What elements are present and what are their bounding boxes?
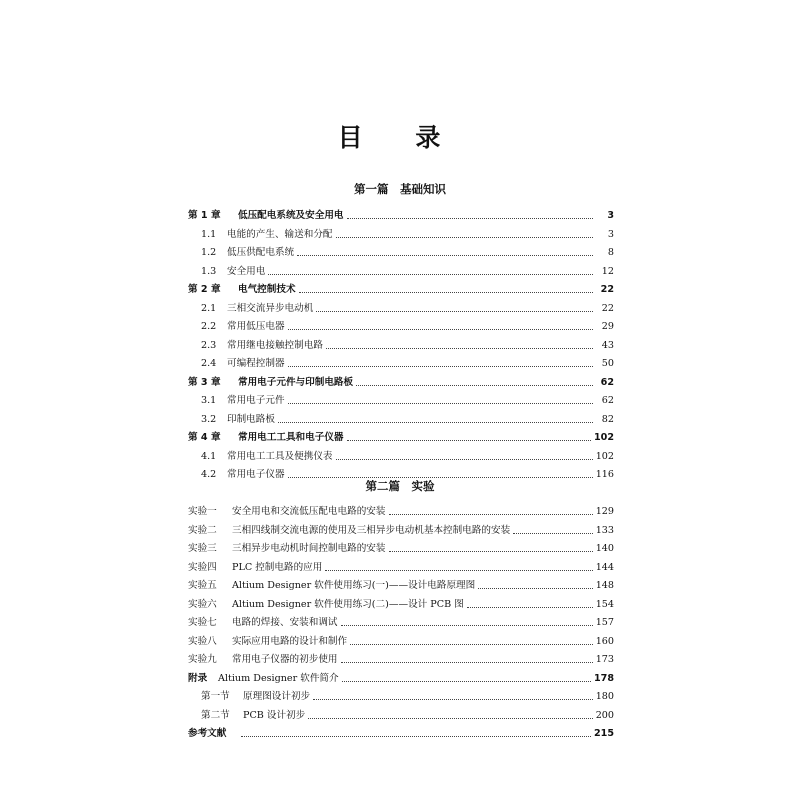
toc-entry-number: 实验八	[188, 635, 217, 647]
toc-entry-title: 常用电子元件	[227, 395, 285, 406]
toc-entry-title: 三相异步电动机时间控制电路的安装	[232, 543, 386, 554]
toc-entry-title: 常用电子仪器	[227, 469, 285, 480]
toc-entry	[188, 670, 614, 689]
toc-entry	[188, 429, 614, 448]
dot-leader	[341, 624, 593, 626]
toc-entry	[188, 244, 614, 263]
toc-entry-page: 133	[595, 524, 614, 536]
toc-entry	[188, 355, 614, 374]
toc-entry-title: Altium Designer 软件使用练习(一)——设计电路原理图	[232, 580, 476, 591]
toc-entry-page: 144	[595, 561, 614, 573]
page-title: 目 录	[337, 123, 463, 152]
toc-entry-number: 参考文献	[188, 728, 227, 739]
toc-entry-number: 实验三	[188, 543, 217, 554]
toc-entry-page: 82	[601, 413, 614, 425]
toc-entry-title: 常用电工工具及便携仪表	[227, 450, 333, 462]
dot-leader	[316, 310, 593, 312]
toc-entry	[188, 651, 614, 670]
toc-entry-page: 3	[607, 210, 614, 221]
toc-entry-title: 安全用电和交流低压配电电路的安装	[232, 506, 386, 517]
dot-leader	[326, 347, 593, 349]
toc-entry-page: 102	[593, 432, 614, 443]
toc-entry	[188, 374, 614, 393]
toc-entry-title: 电路的焊接、安装和调试	[232, 617, 338, 628]
part1-heading: 第一篇 基础知识	[354, 182, 446, 196]
toc-entry	[188, 540, 614, 559]
toc-entry	[188, 707, 614, 726]
dot-leader	[241, 735, 591, 737]
dot-leader	[297, 254, 593, 256]
toc-entry-number: 2.4	[201, 358, 217, 369]
dot-leader	[288, 365, 593, 367]
toc-entry-number: 2.3	[201, 339, 217, 351]
toc-entry-number: 第一节	[201, 691, 230, 702]
dot-leader	[278, 421, 593, 423]
toc-entry-title: 常用电子仪器的初步使用	[232, 654, 338, 665]
toc-entry	[188, 263, 614, 282]
toc-entry-title: Altium Designer 软件简介	[218, 672, 339, 684]
toc-entry-page: 154	[595, 598, 614, 610]
dot-leader	[325, 569, 592, 571]
dot-leader	[342, 680, 591, 682]
part2-toc-list	[188, 503, 614, 744]
toc-entry-page: 178	[593, 672, 614, 684]
toc-entry-page: 62	[600, 376, 614, 388]
toc-entry-title: 常用电工工具和电子仪器	[238, 432, 344, 443]
toc-entry-number: 第 3 章	[188, 376, 221, 388]
toc-entry	[188, 725, 614, 744]
toc-entry-page: 29	[601, 321, 614, 332]
toc-entry-title: 可编程控制器	[227, 358, 285, 369]
toc-entry-page: 102	[595, 450, 614, 462]
dot-leader	[478, 587, 592, 589]
toc-entry	[188, 503, 614, 522]
toc-entry-title: 常用低压电器	[227, 321, 285, 332]
toc-entry-title: 安全用电	[227, 265, 266, 277]
toc-entry	[188, 300, 614, 319]
toc-entry-number: 实验四	[188, 561, 217, 573]
toc-entry-page: 148	[595, 580, 614, 591]
toc-entry-title: Altium Designer 软件使用练习(二)——设计 PCB 图	[232, 598, 464, 610]
toc-entry	[188, 448, 614, 467]
toc-entry-number: 第二节	[201, 709, 230, 721]
dot-leader	[347, 217, 593, 219]
dot-leader	[288, 402, 593, 404]
toc-entry-number: 1.2	[201, 247, 217, 258]
dot-leader	[341, 661, 593, 663]
toc-entry-page: 22	[601, 302, 614, 314]
toc-entry-number: 3.1	[201, 395, 217, 406]
toc-entry	[188, 577, 614, 596]
toc-entry	[188, 226, 614, 245]
toc-entry-title: 低压配电系统及安全用电	[238, 210, 344, 221]
toc-entry-page: 140	[595, 543, 614, 554]
dot-leader	[268, 273, 593, 275]
toc-entry	[188, 522, 614, 541]
dot-leader	[299, 291, 593, 293]
toc-entry	[188, 559, 614, 578]
toc-entry-page: 129	[595, 506, 614, 517]
toc-entry-page: 180	[595, 691, 614, 702]
toc-entry-page: 62	[601, 395, 614, 406]
toc-entry-title: 常用继电接触控制电路	[227, 339, 323, 351]
dot-leader	[389, 550, 593, 552]
toc-entry-number: 2.2	[201, 321, 217, 332]
toc-entry-page: 215	[593, 728, 614, 739]
toc-entry-page: 12	[601, 265, 614, 277]
toc-entry	[188, 281, 614, 300]
dot-leader	[389, 513, 593, 515]
toc-entry-number: 4.1	[201, 450, 217, 462]
toc-entry-title: 电能的产生、输送和分配	[227, 228, 333, 240]
toc-entry-title: 三相交流异步电动机	[227, 302, 314, 314]
toc-entry-number: 3.2	[201, 413, 217, 425]
toc-entry-page: 116	[595, 469, 614, 480]
toc-entry-title: 低压供配电系统	[227, 247, 295, 258]
toc-entry	[188, 633, 614, 652]
toc-entry-number: 第 1 章	[188, 210, 221, 221]
toc-entry-page: 22	[600, 284, 614, 295]
toc-entry	[188, 392, 614, 411]
toc-entry-number: 实验九	[188, 654, 217, 665]
toc-entry	[188, 596, 614, 615]
dot-leader	[313, 698, 593, 700]
toc-entry-number: 1.3	[201, 265, 217, 277]
toc-entry	[188, 337, 614, 356]
toc-entry-title: 实际应用电路的设计和制作	[232, 635, 348, 647]
dot-leader	[336, 458, 593, 460]
dot-leader	[347, 439, 591, 441]
toc-entry-number: 第 4 章	[188, 432, 221, 443]
toc-entry-title: 原理图设计初步	[243, 691, 311, 702]
toc-entry	[188, 318, 614, 337]
toc-entry-title: 电气控制技术	[238, 284, 296, 295]
toc-entry-number: 附录	[188, 672, 208, 684]
toc-entry	[188, 411, 614, 430]
toc-entry	[188, 207, 614, 226]
toc-entry-page: 157	[595, 617, 614, 628]
toc-entry-number: 1.1	[201, 228, 217, 240]
part2-heading: 第二篇 实验	[365, 479, 435, 493]
dot-leader	[308, 717, 592, 719]
toc-entry-number: 2.1	[201, 302, 217, 314]
toc-entry-page: 43	[601, 339, 614, 351]
toc-entry-page: 3	[607, 228, 614, 240]
toc-entry-title: 印制电路板	[227, 413, 275, 425]
toc-entry	[188, 688, 614, 707]
dot-leader	[513, 532, 592, 534]
toc-entry-number: 实验一	[188, 506, 217, 517]
toc-entry	[188, 614, 614, 633]
toc-entry-page: 200	[595, 709, 614, 721]
toc-entry-number: 第 2 章	[188, 284, 221, 295]
toc-entry-number: 实验七	[188, 617, 217, 628]
toc-entry-number: 4.2	[201, 469, 217, 480]
part1-toc-list	[188, 207, 614, 485]
dot-leader	[336, 236, 593, 238]
toc-entry-title: 三相四线制交流电源的使用及三相异步电动机基本控制电路的安装	[232, 524, 511, 536]
dot-leader	[467, 606, 593, 608]
toc-entry-page: 173	[595, 654, 614, 665]
toc-entry-title: 常用电子元件与印制电路板	[238, 376, 354, 388]
toc-entry-title: PLC 控制电路的应用	[232, 561, 323, 573]
dot-leader	[356, 384, 593, 386]
toc-entry-page: 8	[607, 247, 614, 258]
toc-entry-number: 实验二	[188, 524, 217, 536]
toc-entry-number: 实验五	[188, 580, 217, 591]
dot-leader	[288, 328, 593, 330]
toc-entry-number: 实验六	[188, 598, 217, 610]
dot-leader	[350, 643, 593, 645]
toc-entry-title: PCB 设计初步	[243, 709, 306, 721]
toc-entry-page: 160	[595, 635, 614, 647]
toc-entry-page: 50	[601, 358, 614, 369]
